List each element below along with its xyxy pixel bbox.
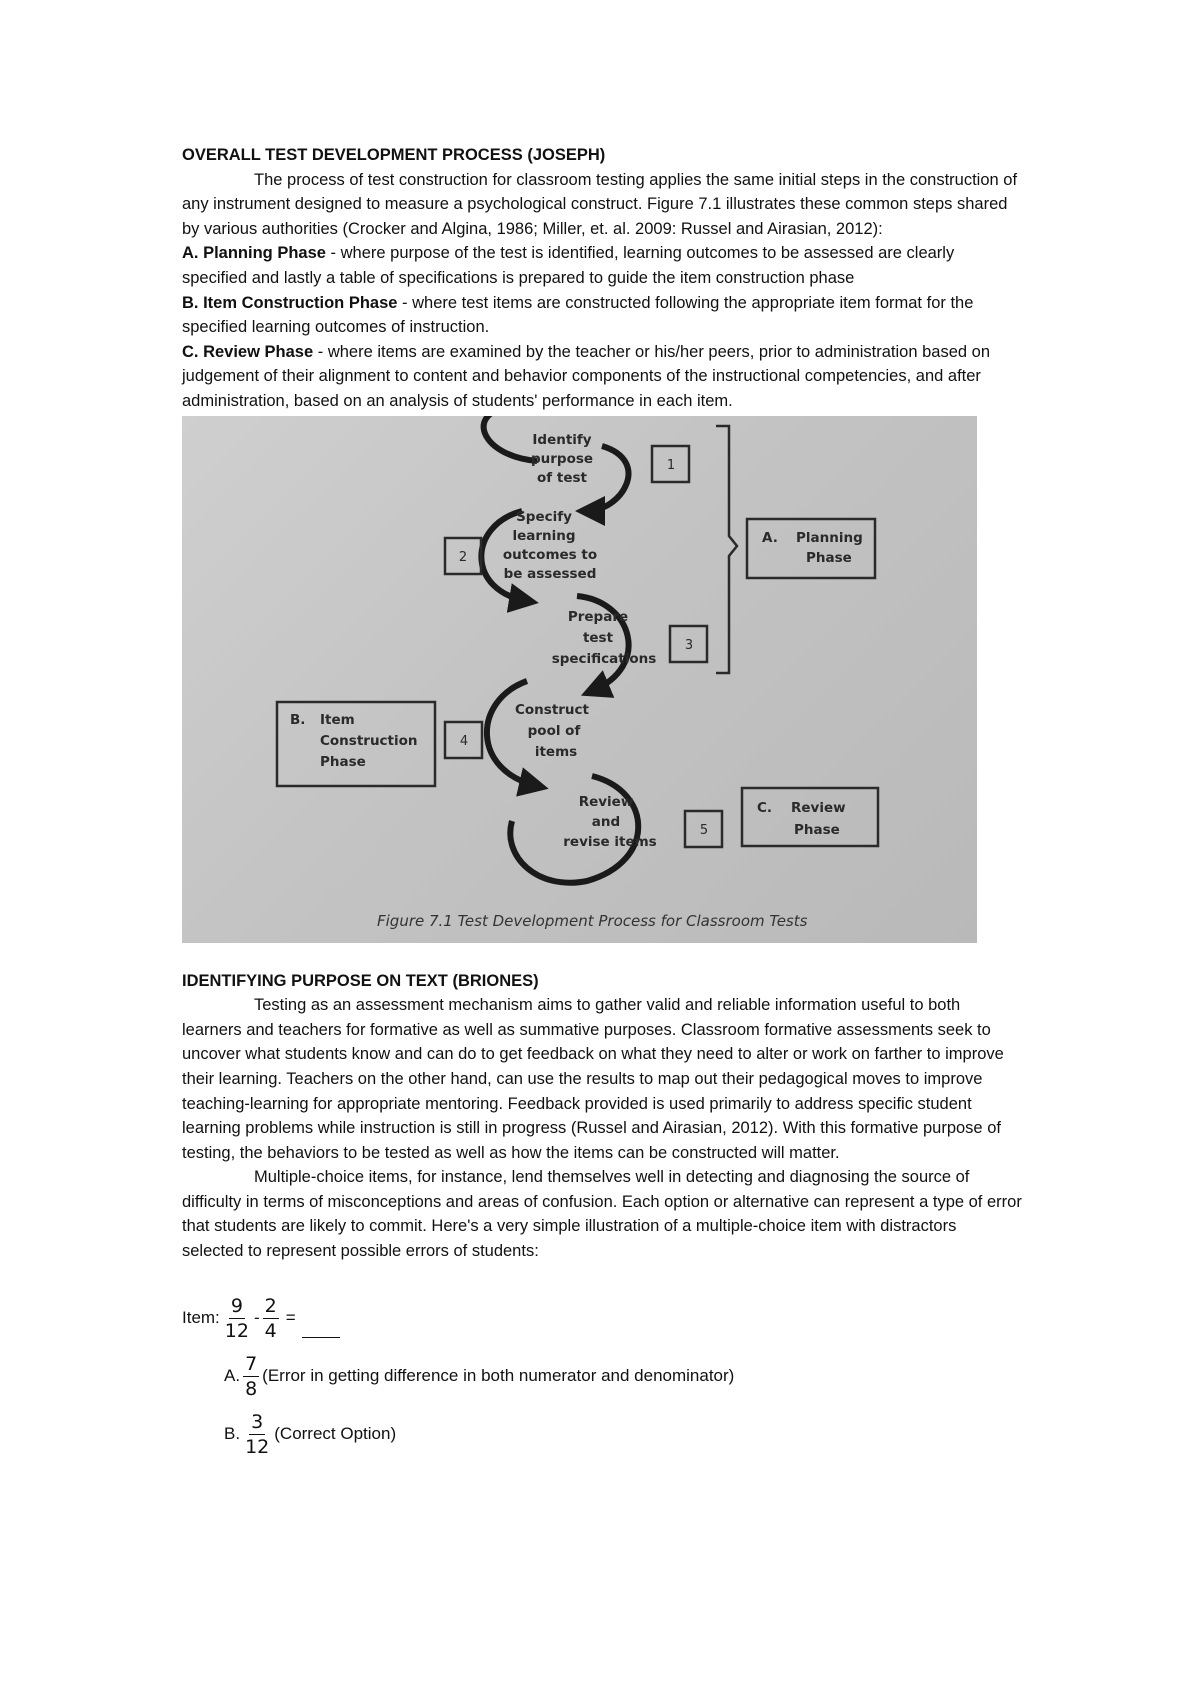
step-4-text: Construct pool of items [514, 701, 590, 760]
step-1-number: 1 [666, 457, 676, 473]
section-heading-identifying-purpose: IDENTIFYING PURPOSE ON TEXT (BRIONES) [182, 971, 539, 990]
planning-bracket [716, 426, 737, 673]
figure-caption: Figure 7.1 Test Development Process for Classroom Tests [377, 911, 808, 930]
option-b [182, 1406, 1022, 1464]
option-a [182, 1348, 1022, 1406]
item-construction-phase-label: B. Item Construction Phase [182, 293, 398, 312]
item-label: Item: [182, 1308, 220, 1328]
sample-item [182, 1290, 1022, 1464]
review-phase-text: - where items are examined by the teacher or his/her peers, prior to administration based on judgement of their alignment to content and behavior components of the instructional competencies, and after administration, based on an analysis of students' performance in each item. [182, 342, 990, 410]
process-diagram [182, 416, 977, 943]
answer-blank [302, 1336, 340, 1338]
option-b-note: (Correct Option) [274, 1424, 397, 1444]
review-phase-paragraph [182, 340, 1022, 414]
step-5-text: Review and revise items [563, 793, 657, 850]
section-identifying-purpose [182, 969, 1022, 1264]
step-4-number: 4 [459, 733, 469, 749]
planning-phase-text: - where purpose of the test is identified, learning outcomes to be assessed are clearly specified and lastly a table of specifications is prepared to guide the item construction phase [182, 244, 955, 287]
figure-photo [182, 416, 977, 943]
minus-sign: - [253, 1308, 260, 1328]
item-expression [182, 1290, 1022, 1348]
formative-paragraph: Testing as an assessment mechanism aims to gather valid and reliable information useful to both learners and teachers for formative as well as summative purposes. Classroom formative assessments seek to uncover what students know and can do to get feedback on what they need to alter or work on farther to improve their learning. Teachers on the other hand, can use the results to map out their pedagogical moves to improve teaching-learning for appropriate mentoring. Feedback provided is used primarily to address specific student learning problems while instruction is still in progress (Russel and Airasian, 2012). With this formative purpose of testing, the behaviors to be tested as well as how the items can be constructed will matter. [182, 996, 1004, 1162]
step-5-number: 5 [699, 822, 709, 838]
item-construction-phase-paragraph [182, 291, 1022, 340]
step-3-number: 3 [684, 637, 694, 653]
document-page [182, 143, 1022, 1464]
option-b-letter: B. [224, 1424, 241, 1444]
fraction-two-fourths: $\frac{2}{4}$ [264, 1295, 277, 1343]
option-a-note: (Error in getting difference in both numerator and denominator) [262, 1366, 735, 1386]
review-phase-label: C. Review Phase [182, 342, 314, 361]
planning-phase-box-text: A. Planning Phase [762, 529, 863, 566]
planning-phase-paragraph [182, 241, 1022, 290]
option-a-fraction: $\frac{7}{8}$ [245, 1353, 258, 1401]
intro-paragraph: The process of test construction for classroom testing applies the same initial steps in the construction of any instrument designed to measure a psychological construct. Figure 7.1 illustrates these common steps shared by various authorities (Crocker and Algina, 1986; Miller, et. al. 2009: Russel and Airasian, 2012): [182, 170, 1018, 238]
planning-phase-label: A. Planning Phase [182, 244, 326, 263]
step-2-number: 2 [458, 549, 468, 565]
step-3-text: Prepare test specifications [551, 608, 657, 667]
step-1-text: Identify purpose of test [530, 431, 594, 486]
equals-sign: = [285, 1308, 296, 1328]
review-phase-box-text: C. Review Phase [757, 799, 846, 838]
item-construction-phase-text: - where test items are constructed following the appropriate item format for the specified learning outcomes of instruction. [182, 293, 974, 337]
multiple-choice-paragraph: Multiple-choice items, for instance, lend themselves well in detecting and diagnosing the source of difficulty in terms of misconceptions and areas of confusion. Each option or alternative can represent a type of error that students are likely to commit. Here's a very simple illustration of a multiple-choice item with distractors selected to represent possible errors of students: [182, 1168, 1022, 1261]
option-a-letter: A. [224, 1366, 241, 1386]
step-2-text: Specify learning outcomes to be assessed [502, 508, 598, 582]
section-heading-overall-process: OVERALL TEST DEVELOPMENT PROCESS (JOSEPH) [182, 146, 606, 164]
fraction-nine-twelfths: $\frac{9}{12}$ [224, 1295, 249, 1343]
option-b-fraction: $\frac{3}{12}$ [245, 1411, 270, 1459]
item-construction-phase-box-text: B. Item Construction Phase [290, 711, 418, 770]
planning-phase-box [747, 519, 875, 578]
